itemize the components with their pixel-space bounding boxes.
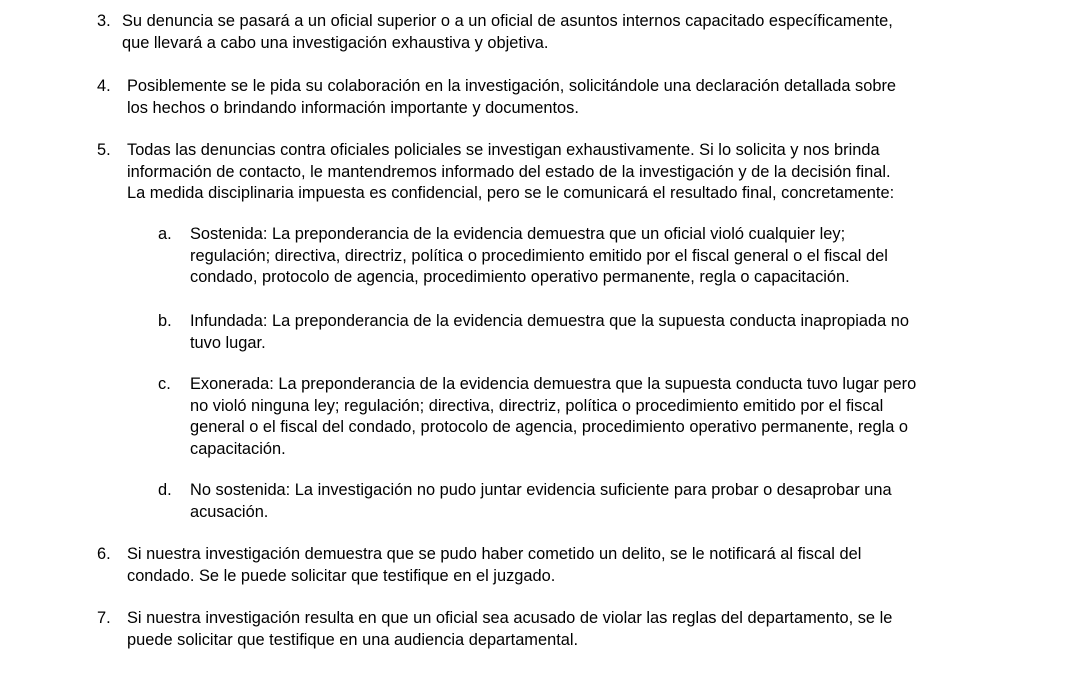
list-item-text: Posiblemente se le pida su colaboración en la investigación, solicitándole una declaración detallada sobre los hechos o brindando información importante y documentos. [127, 77, 897, 117]
list-item-text: Su denuncia se pasará a un oficial superior o a un oficial de asuntos internos capacitado específicamente, que llevará a cabo una investigación exhaustiva y objetiva. [122, 12, 893, 52]
list-item-number: 5. [97, 141, 111, 159]
list-item-number: 4. [97, 77, 111, 95]
sub-list-item-letter: d. [158, 481, 172, 499]
sub-list-item-text: Infundada: La preponderancia de la evidencia demuestra que la supuesta conducta inapropiada no tuvo lugar. [190, 312, 909, 352]
list-item-number: 3. [97, 12, 111, 30]
list-item-text: Todas las denuncias contra oficiales policiales se investigan exhaustivamente. Si lo solicita y nos brinda información de contacto, le mantendremos informado del estado de la investigación y de la decisión final. La medida disciplinaria impuesta es confidencial, pero se le comunicará el resultado final, concretamente: [127, 141, 895, 203]
list-item-text: Si nuestra investigación resulta en que un oficial sea acusado de violar las reglas del departamento, se le puede solicitar que testifique en una audiencia departamental. [127, 609, 893, 649]
sub-list-item-text: Sostenida: La preponderancia de la evidencia demuestra que un oficial violó cualquier ley; regulación; directiva, directriz, política o procedimiento emitido por el fiscal general o el fiscal del condado, protocolo de agencia, procedimiento operativo permanente, regla o capacitación. [190, 225, 888, 287]
list-item-number: 7. [97, 609, 111, 627]
sub-list-item-text: Exonerada: La preponderancia de la evidencia demuestra que la supuesta conducta tuvo lugar pero no violó ninguna ley; regulación; directiva, directriz, política o procedimiento emitido por el fiscal general o el fiscal del condado, protocolo de agencia, procedimiento operativo permanente, regla o capacitación. [190, 375, 917, 458]
sub-list-item-letter: a. [158, 225, 172, 243]
sub-list-item-letter: b. [158, 312, 172, 330]
list-item-text: Si nuestra investigación demuestra que se pudo haber cometido un delito, se le notificará al fiscal del condado. Se le puede solicitar que testifique en el juzgado. [127, 545, 862, 585]
sub-list-item-letter: c. [158, 375, 171, 393]
sub-list-item-text: No sostenida: La investigación no pudo juntar evidencia suficiente para probar o desaprobar una acusación. [190, 481, 892, 521]
list-item-number: 6. [97, 545, 111, 563]
